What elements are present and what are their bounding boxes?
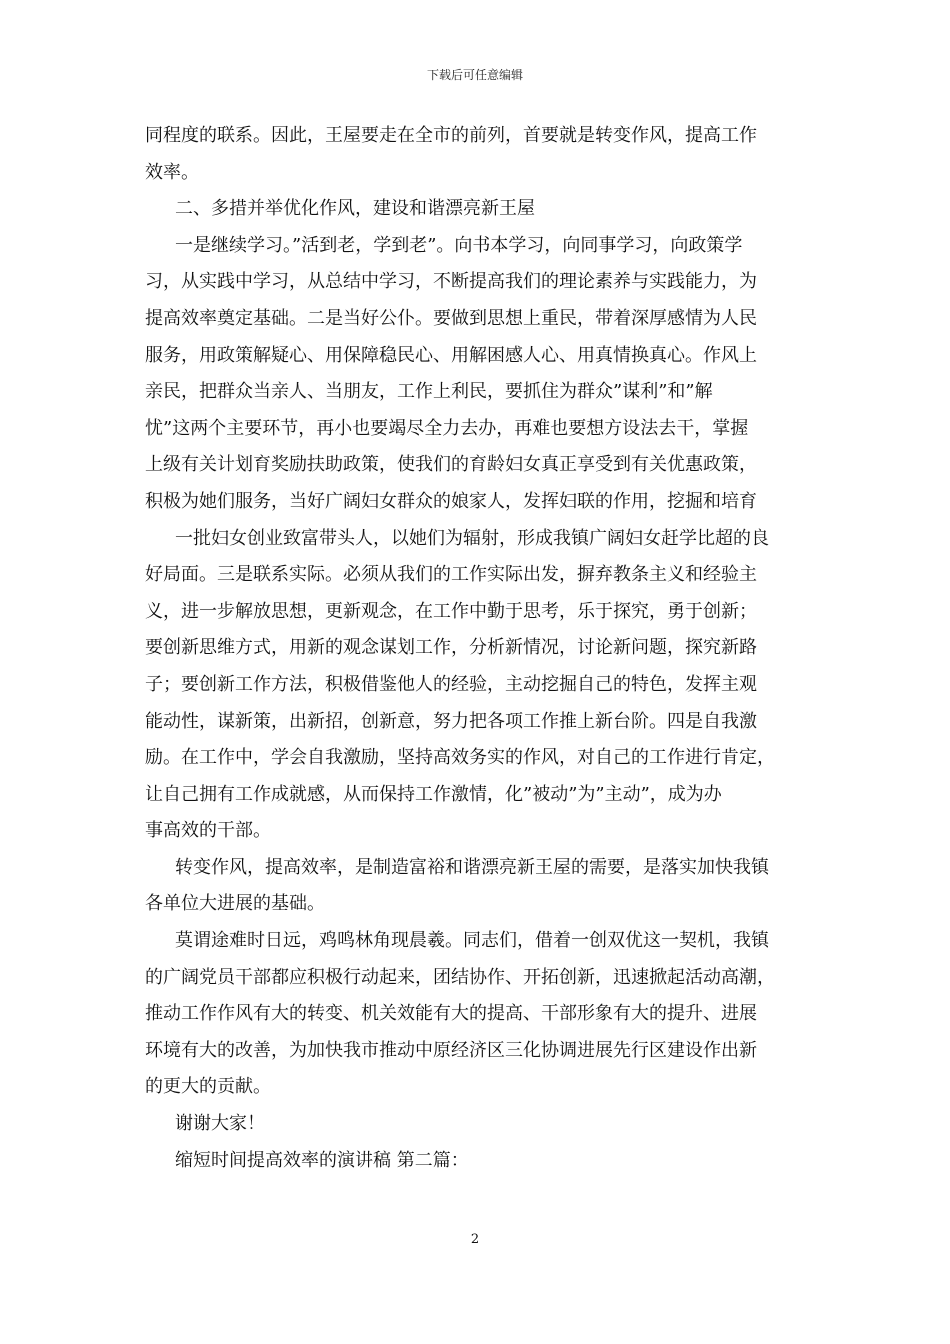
paragraph-line: 二、多措并举优化作风，建设和谐漂亮新王屋 [175, 198, 535, 220]
paragraph-line: 缩短时间提高效率的演讲稿 第二篇： [175, 1149, 469, 1171]
paragraph-line: 子；要创新工作方法，积极借鉴他人的经验，主动挖掘自己的特色，发挥主观 [145, 673, 757, 695]
paragraph-line: 莫谓途难时日远，鸡鸣林角现晨羲。同志们，借着一创双优这一契机，我镇 [175, 930, 769, 952]
paragraph-line: 谢谢大家！ [175, 1113, 265, 1135]
paragraph-line: 上级有关计划育奖励扶助政策，使我们的育龄妇女真正享受到有关优惠政策， [145, 454, 757, 476]
paragraph-line: 转变作风，提高效率，是制造富裕和谐漂亮新王屋的需要，是落实加快我镇 [175, 856, 769, 878]
paragraph-line: 好局面。三是联系实际。必须从我们的工作实际出发，摒弃教条主义和经验主 [145, 564, 757, 586]
paragraph-line: 的更大的贡献。 [145, 1076, 271, 1098]
page-number: 2 [470, 1232, 480, 1247]
paragraph-line: 励。在工作中，学会自我激励，坚持高效务实的作风，对自己的工作进行肯定， [145, 747, 775, 769]
paragraph-line: 提高效率奠定基础。二是当好公仆。要做到思想上重民，带着深厚感情为人民 [145, 307, 757, 329]
paragraph-line: 要创新思维方式，用新的观念谋划工作，分析新情况，讨论新问题，探究新路 [145, 637, 757, 659]
paragraph-line: 让自己拥有工作成就感，从而保持工作激情，化”被动”为”主动”，成为办 [145, 783, 722, 805]
paragraph-line: 效率。 [145, 161, 199, 183]
paragraph-line: 的广阔党员干部都应积极行动起来，团结协作、开拓创新，迅速掀起活动高潮， [145, 966, 775, 988]
paragraph-line: 同程度的联系。因此，王屋要走在全市的前列，首要就是转变作风，提高工作 [145, 125, 757, 146]
paragraph-line: 积极为她们服务，当好广阔妇女群众的娘家人，发挥妇联的作用，挖掘和培育 [145, 490, 757, 512]
paragraph-line: 推动工作作风有大的转变、机关效能有大的提高、干部形象有大的提升、进展 [145, 1003, 757, 1025]
paragraph-line: 环境有大的改善，为加快我市推动中原经济区三化协调进展先行区建设作出新 [145, 1039, 757, 1061]
document-body [145, 118, 821, 1179]
paragraph-line: 亲民，把群众当亲人、当朋友，工作上利民，要抓住为群众”谋利”和”解 [145, 381, 713, 403]
paragraph-line: 事高效的干部。 [145, 820, 271, 842]
paragraph-line: 一是继续学习。”活到老，学到老”。向书本学习，向同事学习，向政策学 [175, 234, 743, 256]
paragraph-line: 忧”这两个主要环节，再小也要竭尽全力去办，再难也要想方设法去干，掌握 [145, 417, 749, 439]
page-header: 下载后可任意编辑 [426, 68, 523, 82]
paragraph-line: 各单位大进展的基础。 [145, 893, 325, 915]
paragraph-line: 义，进一步解放思想，更新观念，在工作中勤于思考，乐于探究，勇于创新； [145, 600, 757, 622]
paragraph-line: 服务，用政策解疑心、用保障稳民心、用解困感人心、用真情换真心。作风上 [145, 344, 757, 366]
paragraph-line: 一批妇女创业致富带头人，以她们为辐射，形成我镇广阔妇女赶学比超的良 [175, 527, 769, 549]
paragraph-line: 能动性，谋新策，出新招，创新意，努力把各项工作推上新台阶。四是自我激 [145, 710, 757, 732]
paragraph-line: 习，从实践中学习，从总结中学习，不断提高我们的理论素养与实践能力，为 [145, 271, 757, 293]
